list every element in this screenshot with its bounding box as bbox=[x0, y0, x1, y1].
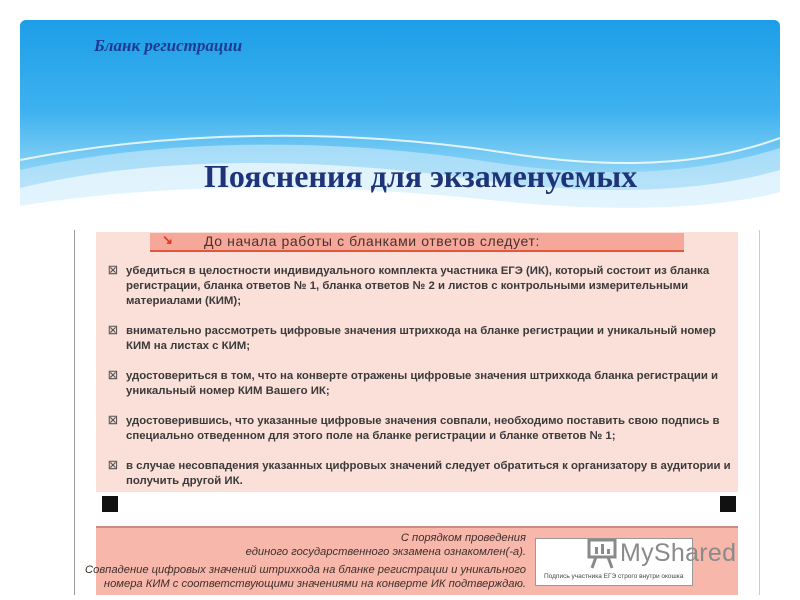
checklist-item bbox=[108, 369, 736, 399]
checklist-item-text: внимательно рассмотреть цифровые значения штрихкода на бланке регистрации и уникальный номер КИМ на листах с КИМ; bbox=[126, 325, 716, 352]
watermark-text: MyShared bbox=[620, 539, 737, 567]
checklist-item-text: удостоверившись, что указанные цифровые значения совпали, необходимо поставить свою подпись в специально отведенном для этого поле на бланке регистрации и бланке ответов № 1; bbox=[126, 415, 720, 442]
confirmation-text bbox=[85, 532, 526, 591]
presentation-board-icon bbox=[586, 536, 618, 570]
checklist-item bbox=[108, 324, 736, 354]
checklist-item bbox=[108, 459, 736, 489]
checklist-item-text: в случае несовпадения указанных цифровых значений следует обратиться к организатору в аудитории и получить другой ИК. bbox=[126, 460, 731, 487]
banner-text: До начала работы с бланками ответов следует: bbox=[204, 233, 540, 249]
section-title: Бланк регистрации bbox=[94, 36, 243, 55]
confirmation-line: Совпадение цифровых значений штрихкода на бланке регистрации и уникального bbox=[85, 564, 526, 576]
confirmation-line: С порядком проведения bbox=[400, 532, 526, 544]
checkbox-icon: ☒ bbox=[108, 265, 118, 277]
confirmation-line: единого государственного экзамена ознакомлен(-а). bbox=[245, 545, 526, 558]
header-band bbox=[20, 20, 780, 225]
checklist-item bbox=[108, 264, 736, 309]
checklist-item-text: удостовериться в том, что на конверте отражены цифровые значения штрихкода бланка регистрации и уникальный номер КИМ Вашего ИК; bbox=[126, 370, 719, 397]
instructions-panel bbox=[96, 232, 738, 492]
checkbox-icon: ☒ bbox=[108, 325, 118, 337]
alignment-marker-right bbox=[720, 496, 736, 512]
confirmation-line: номера КИМ с соответствующими значениями на конверте ИК подтверждаю. bbox=[103, 577, 526, 590]
checkbox-icon: ☒ bbox=[108, 415, 118, 427]
page-title: Пояснения для экзаменуемых bbox=[204, 158, 638, 194]
checklist bbox=[108, 264, 736, 504]
checkbox-icon: ☒ bbox=[108, 370, 118, 382]
alignment-marker-left bbox=[102, 496, 118, 512]
instructions-banner bbox=[150, 233, 684, 252]
checklist-item-text: убедиться в целостности индивидуального комплекта участника ЕГЭ (ИК), который состоит из бланка регистрации, бланка ответов № 1, бланка ответов № 2 и листов с контрольными измерительными материалами (КИМ); bbox=[126, 265, 710, 307]
arrow-check-icon: ↘ bbox=[162, 232, 173, 247]
checkbox-icon: ☒ bbox=[108, 460, 118, 472]
signature-label: Подпись участника ЕГЭ строго внутри окошка bbox=[544, 573, 684, 580]
checklist-item bbox=[108, 414, 736, 444]
slide bbox=[20, 20, 780, 595]
watermark bbox=[586, 536, 766, 572]
